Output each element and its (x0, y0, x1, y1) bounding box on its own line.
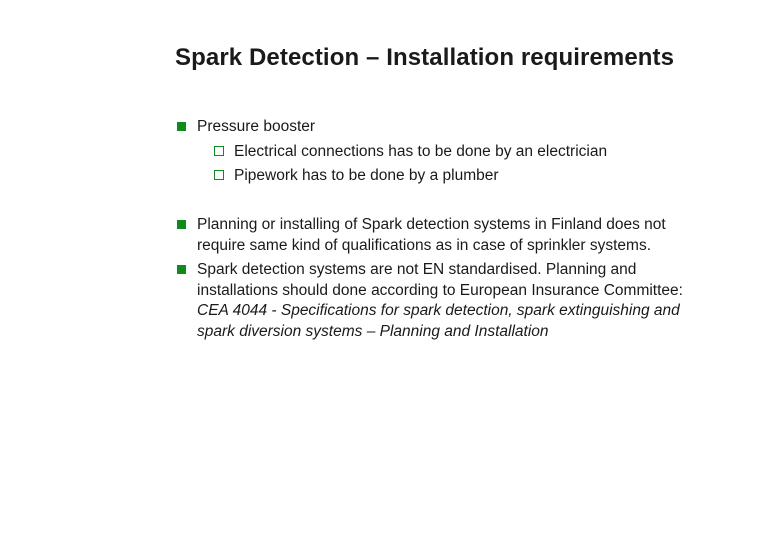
bullet-line: Planning or installing of Spark detection systems in Finland does not (197, 216, 666, 233)
sub-bullet-electrical: Electrical connections has to be done by an electrician (234, 143, 608, 160)
hollow-square-bullet-icon (214, 146, 224, 156)
filled-square-bullet-icon (177, 265, 186, 274)
bullet-line-italic: CEA 4044 - Specifications for spark detection, spark extinguishing and (197, 302, 680, 319)
bullet-line-italic: spark diversion systems – Planning and Installation (197, 322, 549, 340)
filled-square-bullet-icon (177, 220, 186, 229)
sub-bullet-pipework: Pipework has to be done by a plumber (234, 167, 499, 184)
bullet-line: Spark detection systems are not EN standardised. Planning and (197, 261, 637, 278)
slide-title: Spark Detection – Installation requirements (175, 44, 675, 71)
bullet-line: require same kind of qualifications as in case of sprinkler systems. (197, 236, 652, 254)
filled-square-bullet-icon (177, 122, 186, 131)
bullet-line: installations should done according to European Insurance Committee: (197, 281, 683, 299)
bullet-pressure-booster: Pressure booster (197, 118, 316, 135)
bullet-standardisation (197, 260, 683, 342)
bullet-planning (197, 215, 666, 256)
hollow-square-bullet-icon (214, 170, 224, 180)
